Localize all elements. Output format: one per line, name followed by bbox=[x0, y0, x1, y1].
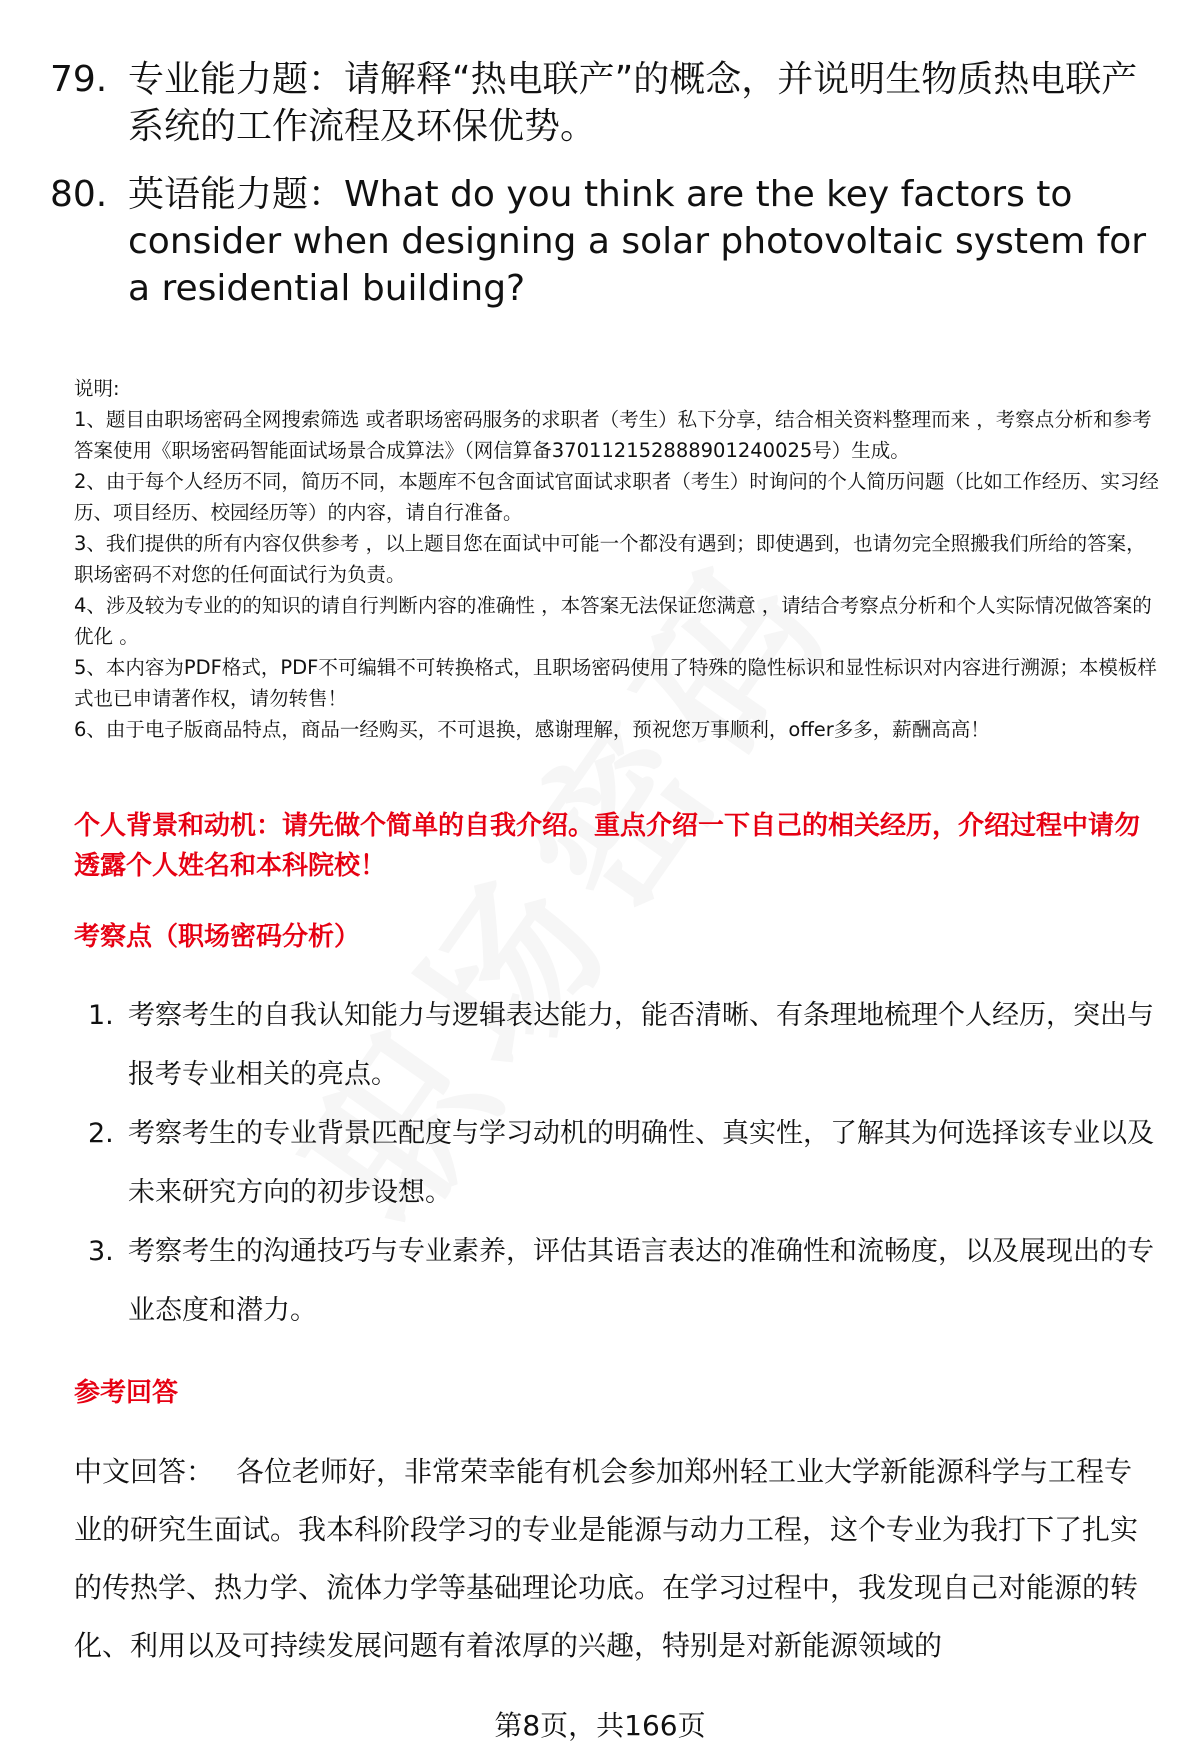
notes-block bbox=[74, 373, 1164, 745]
list-item bbox=[74, 1222, 1164, 1340]
answer-heading: 参考回答 bbox=[74, 1378, 179, 1408]
question-text: 英语能力题：What do you think are the key factors to consider when designing a solar photovoltaic system for a residential building? bbox=[128, 174, 1147, 309]
analysis-heading: 考察点（职场密码分析） bbox=[74, 922, 361, 952]
note-item: 5、本内容为PDF格式，PDF不可编辑不可转换格式，且职场密码使用了特殊的隐性标识和显性标识对内容进行溯源；本模板样式也已申请著作权，请勿转售！ bbox=[74, 656, 1157, 710]
answer-paragraph bbox=[74, 1443, 1156, 1675]
question-text: 专业能力题：请解释“热电联产”的概念，并说明生物质热电联产系统的工作流程及环保优势。 bbox=[128, 59, 1138, 147]
list-item-number: 2. bbox=[88, 1118, 114, 1149]
list-item-number: 3. bbox=[88, 1236, 114, 1267]
analysis-points bbox=[74, 986, 1164, 1340]
question-80 bbox=[50, 171, 1150, 312]
section-title: 个人背景和动机：请先做个简单的自我介绍。重点介绍一下自己的相关经历，介绍过程中请勿透露个人姓名和本科院校！ bbox=[74, 811, 1141, 881]
note-item: 2、由于每个人经历不同，简历不同，本题库不包含面试官面试求职者（考生）时询问的个人简历问题（比如工作经历、实习经历、项目经历、校园经历等）的内容，请自行准备。 bbox=[74, 470, 1159, 524]
note-item: 1、题目由职场密码全网搜索筛选 或者职场密码服务的求职者（考生）私下分享，结合相关资料整理而来 ，考察点分析和参考答案使用《职场密码智能面试场景合成算法》（网信算备370112152888901240025号）生成。 bbox=[74, 408, 1152, 462]
notes-title: 说明: bbox=[74, 377, 120, 400]
answer-label: 中文回答： bbox=[74, 1455, 215, 1488]
page-footer: 第8页，共166页 bbox=[494, 1709, 706, 1742]
note-item: 4、涉及较为专业的的知识的请自行判断内容的准确性 ，本答案无法保证您满意 ，请结合考察点分析和个人实际情况做答案的优化 。 bbox=[74, 594, 1152, 648]
note-item: 6、由于电子版商品特点，商品一经购买，不可退换，感谢理解，预祝您万事顺利，offer多多，薪酬高高！ bbox=[74, 718, 990, 741]
question-79 bbox=[50, 56, 1150, 150]
note-item: 3、我们提供的所有内容仅供参考 ，以上题目您在面试中可能一个都没有遇到；即使遇到，也请勿完全照搬我们所给的答案，职场密码不对您的任何面试行为负责。 bbox=[74, 532, 1146, 586]
question-number: 80. bbox=[50, 174, 108, 215]
list-item bbox=[74, 986, 1164, 1104]
answer-text: 各位老师好，非常荣幸能有机会参加郑州轻工业大学新能源科学与工程专业的研究生面试。我本科阶段学习的专业是能源与动力工程，这个专业为我打下了扎实的传热学、热力学、流体力学等基础理论功底。在学习过程中，我发现自己对能源的转化、利用以及可持续发展问题有着浓厚的兴趣，特别是对新能源领域的 bbox=[74, 1455, 1139, 1662]
list-item-number: 1. bbox=[88, 1000, 114, 1031]
list-item bbox=[74, 1104, 1164, 1222]
question-number: 79. bbox=[50, 59, 108, 100]
list-item-text: 考察考生的自我认知能力与逻辑表达能力，能否清晰、有条理地梳理个人经历，突出与报考专业相关的亮点。 bbox=[128, 1000, 1154, 1090]
list-item-text: 考察考生的专业背景匹配度与学习动机的明确性、真实性，了解其为何选择该专业以及未来研究方向的初步设想。 bbox=[128, 1118, 1154, 1208]
list-item-text: 考察考生的沟通技巧与专业素养，评估其语言表达的准确性和流畅度，以及展现出的专业态度和潜力。 bbox=[128, 1236, 1154, 1326]
